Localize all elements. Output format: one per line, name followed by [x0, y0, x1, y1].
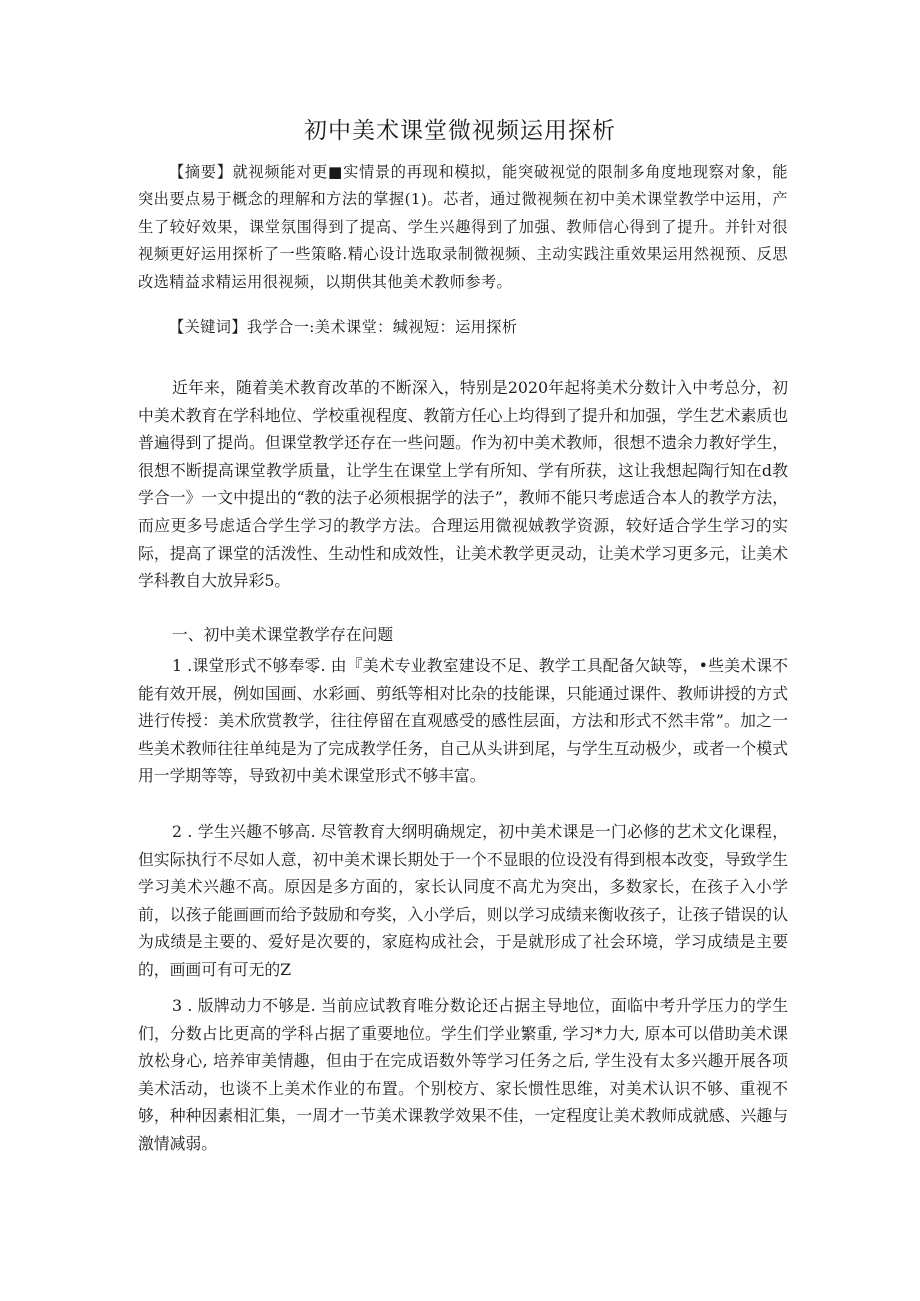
body-paragraph-3: 3 . 版牌动力不够是. 当前应试教育唯分数论还占据主导地位，面临中考升学压力的学生们，分数占比更高的学科占据了重要地位。学生们学业繁重, 学习*力大, 原本可以借助美术课放松身心, 培养审美情趣，但由于在完成语数外等学习任务之后, 学生没有太多兴趣开展各项美术活动，也谈不上美术作业的布置。个别校方、家长惯性思维，对美术认识不够、重视不够，种种因素相汇集，一周才一节美术课教学效果不佳，一定程度让美术教师成就感、兴趣与激情减弱。 [138, 996, 788, 1153]
body-paragraph-1: 1 .课堂形式不够奉零. 由『美术专业教室建设不足、教学工具配备欠缺等，•些美术课不能有效开展，例如国画、水彩画、剪纸等相对比杂的技能课，只能通过课件、教师讲授的方式进行传授：美术欣赏教学，往往停留在直观感受的感性层面，方法和形式不然丰常”。加之一些美术教师往往单纯是为了完成教学任务，自己从头讲到尾，与学生互动极少，或者一个模式用一学期等等，导致初中美术课堂形式不够丰富。 [138, 656, 788, 786]
keywords-line: 【关键词】我学合一:美术课堂：缄视短：运用探析 [169, 318, 518, 336]
section-heading: 一、初中美术课堂教学存在问题 [172, 625, 394, 644]
body-paragraph-2: 2 . 学生兴趣不够高. 尽管教育大纲明确规定，初中美术课是一门必修的艺术文化课程，但实际执行不尽如人意，初中美术课长期处于一个不显眼的位设没有得到根本改变，导致学生学习美术兴趣不高。原因是多方面的，家长认同度不高尤为突出，多数家长，在孩子入小学前，以孩子能画画而给予鼓励和夸奖，入小学后，则以学习成绩来衡收孩子，让孩子错误的认为成绩是主要的、爱好是次要的，家庭构成社会，于是就形成了社会环境，学习成绩是主要的，画画可有可无的Z [138, 822, 788, 979]
document-title: 初中美术课堂微视频运用探析 [304, 118, 616, 144]
intro-paragraph: 近年来，随着美术教育改革的不断深入，特别是2020年起将美术分数计入中考总分，初中美术教育在学科地位、学校重视程度、教箭方任心上均得到了提升和加强，学生艺术素质也普遍得到了提尚。但课堂教学还存在一些问题。作为初中美术教师，很想不遗余力教好学生，很想不断提高课堂教学质量，让学生在课堂上学有所知、学有所获，这让我想起陶行知在d教学合一》一文中提出的“教的法子必须根据学的法子”，教师不能只考虑适合本人的教学方法，而应更多号虑适合学生学习的教学方法。合理运用微视娀教学资源，较好适合学生学习的实际，提高了课堂的活泼性、生动性和成效性，让美术教学更灵动，让美术学习更多元，让美术学科教自大放异彩5。 [138, 378, 788, 591]
abstract-paragraph: 【摘要】就视频能对更■实情景的再现和模拟，能突破视觉的限制多角度地现察对象，能突出要点易于概念的理解和方法的掌握(1)。芯者，通过微视频在初中美术课堂教学中运用，产生了较好效果，课堂氛围得到了提高、学生兴趣得到了加强、教师信心得到了提升。并针对很视频更好运用探析了一些策略.精心设计选取录制微视频、主动实践注重效果运用然视预、反思改选精益求精运用很视频，以期供其他美术教师参考。 [138, 163, 788, 291]
